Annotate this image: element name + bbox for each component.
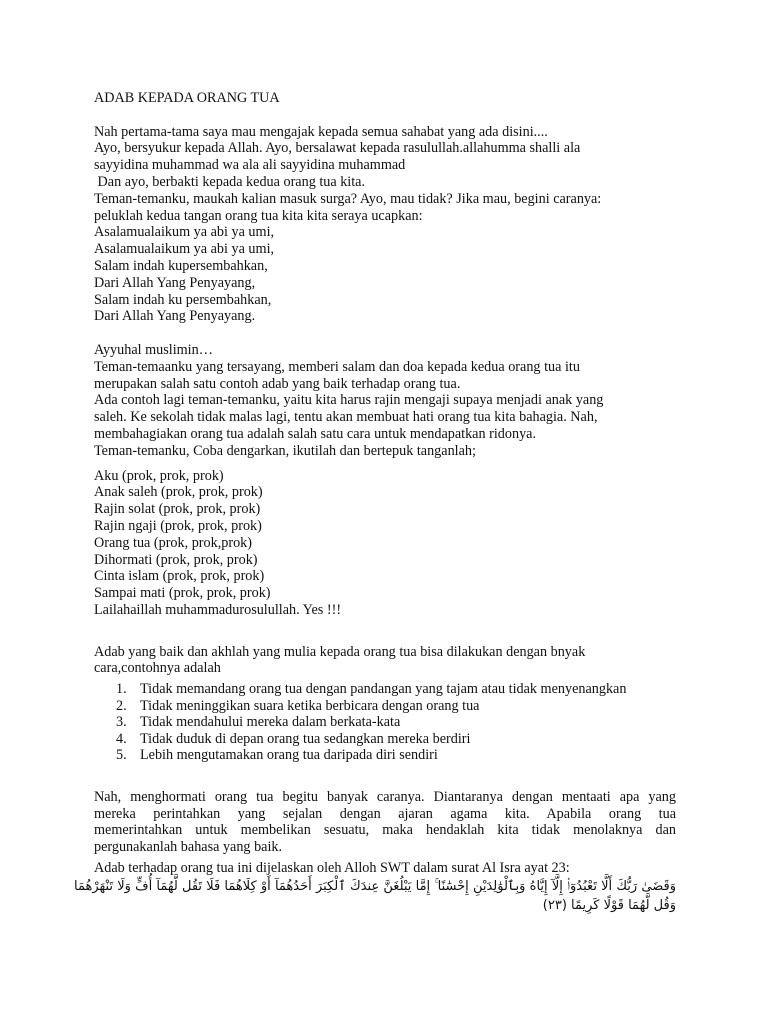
lyric-line: Sampai mati (prok, prok, prok) (94, 585, 271, 602)
list-item (94, 698, 676, 715)
list-number: 5. (116, 747, 127, 764)
adab-list (94, 681, 676, 764)
text-line: pergunakanlah bahasa yang baik. (94, 839, 283, 856)
list-item-text: Tidak duduk di depan orang tua sedangkan mereka berdiri (140, 730, 471, 747)
closing-paragraph (94, 789, 676, 856)
text-line: Teman-temaanku yang tersayang, memberi salam dan doa kepada kedua orang tua itu (94, 358, 580, 375)
lyric-line: Rajin solat (prok, prok, prok) (94, 501, 261, 518)
verse-intro: Adab terhadap orang tua ini dijelaskan oleh Alloh SWT dalam surat Al Isra ayat 23: (94, 860, 570, 877)
list-item-text: Tidak meninggikan suara ketika berbicara dengan orang tua (140, 697, 480, 714)
lyric-line: Orang tua (prok, prok,prok) (94, 534, 252, 551)
text-line: sayyidina muhammad wa ala ali sayyidina muhammad (94, 157, 406, 174)
song-lyrics (94, 468, 676, 619)
lyric-line: Lailahaillah muhammadurosulullah. Yes !!! (94, 601, 342, 618)
text-line: cara,contohnya adalah (94, 660, 221, 677)
text-line: Asalamualaikum ya abi ya umi, (94, 241, 275, 258)
list-item-text: Tidak memandang orang tua dengan pandangan yang tajam atau tidak menyenangkan (140, 681, 627, 698)
text-line: Salam indah ku persembahkan, (94, 291, 272, 308)
text-line: merupakan salah satu contoh adab yang baik terhadap orang tua. (94, 375, 461, 392)
list-item (94, 714, 676, 731)
lyric-line: Dihormati (prok, prok, prok) (94, 551, 258, 568)
intro-paragraph (94, 124, 676, 326)
lyric-line: Rajin ngaji (prok, prok, prok) (94, 517, 262, 534)
second-paragraph (94, 342, 676, 460)
text-line: memerintahkan untuk membelikan sesuatu, maka hendaklah kita tidak menolaknya dan (94, 822, 676, 839)
text-line: saleh. Ke sekolah tidak malas lagi, tentu akan membuat hati orang tua kita bahagia. Nah, (94, 409, 598, 426)
list-number: 2. (116, 697, 127, 714)
list-number: 3. (116, 714, 127, 731)
text-line: Nah pertama-tama saya mau mengajak kepada semua sahabat yang ada disini.... (94, 123, 548, 140)
document-title: ADAB KEPADA ORANG TUA (94, 90, 280, 106)
quran-verse: وَقَضَىٰ رَبُّكَ أَلَّا تَعْبُدُوٓا۟ إِلَّآ إِيَّاهُ وَبِٱلْوَٰلِدَيْنِ إِحْسَٰنًا ۚ إِمَّا يَبْلُغَنَّ عِندَكَ ٱلْكِبَرَ أَحَدُهُمَآ أَوْ كِلَاهُمَا فَلَا تَقُل لَّهُمَآ أُفٍّ وَلَا تَنْهَرْهُمَا وَقُل لَّهُمَا قَوْلًا كَرِيمًا (٢٣) (74, 878, 676, 913)
text-line: Ayo, bersyukur kepada Allah. Ayo, bersalawat kepada rasulullah.allahumma shalli ala (94, 140, 581, 157)
text-line: Teman-temanku, maukah kalian masuk surga? Ayo, mau tidak? Jika mau, begini caranya: (94, 190, 602, 207)
list-item (94, 747, 676, 764)
text-line: Nah, menghormati orang tua begitu banyak caranya. Diantaranya dengan mentaati apa yang (94, 788, 676, 805)
text-line: Asalamualaikum ya abi ya umi, (94, 224, 275, 241)
text-line: Dan ayo, berbakti kepada kedua orang tua kita. (94, 173, 366, 190)
document-page (74, 90, 676, 915)
list-item-text: Lebih mengutamakan orang tua daripada diri sendiri (140, 747, 438, 764)
text-line: membahagiakan orang tua adalah salah satu cara untuk mendapatkan ridonya. (94, 425, 537, 442)
text-line: mereka perintahkan yang sejalan dengan ajaran agama kita. Apabila orang tua (94, 805, 676, 822)
text-line: Teman-temanku, Coba dengarkan, ikutilah dan bertepuk tanganlah; (94, 442, 476, 459)
lyric-line: Aku (prok, prok, prok) (94, 467, 224, 484)
text-line: Dari Allah Yang Penyayang. (94, 308, 256, 325)
text-line: Adab yang baik dan akhlah yang mulia kepada orang tua bisa dilakukan dengan bnyak (94, 643, 586, 660)
text-line: Ada contoh lagi teman-temanku, yaitu kita harus rajin mengaji supaya menjadi anak yang (94, 392, 604, 409)
text-line: Ayyuhal muslimin… (94, 341, 213, 358)
list-item (94, 681, 676, 698)
list-number: 1. (116, 681, 127, 698)
text-line: Dari Allah Yang Penyayang, (94, 274, 256, 291)
lyric-line: Anak saleh (prok, prok, prok) (94, 484, 263, 501)
list-number: 4. (116, 730, 127, 747)
lyric-line: Cinta islam (prok, prok, prok) (94, 568, 265, 585)
text-line: Salam indah kupersembahkan, (94, 257, 268, 274)
adab-intro-paragraph (94, 644, 676, 678)
list-item (94, 731, 676, 748)
list-item-text: Tidak mendahului mereka dalam berkata-kata (140, 714, 401, 731)
text-line: peluklah kedua tangan orang tua kita kita seraya ucapkan: (94, 207, 423, 224)
